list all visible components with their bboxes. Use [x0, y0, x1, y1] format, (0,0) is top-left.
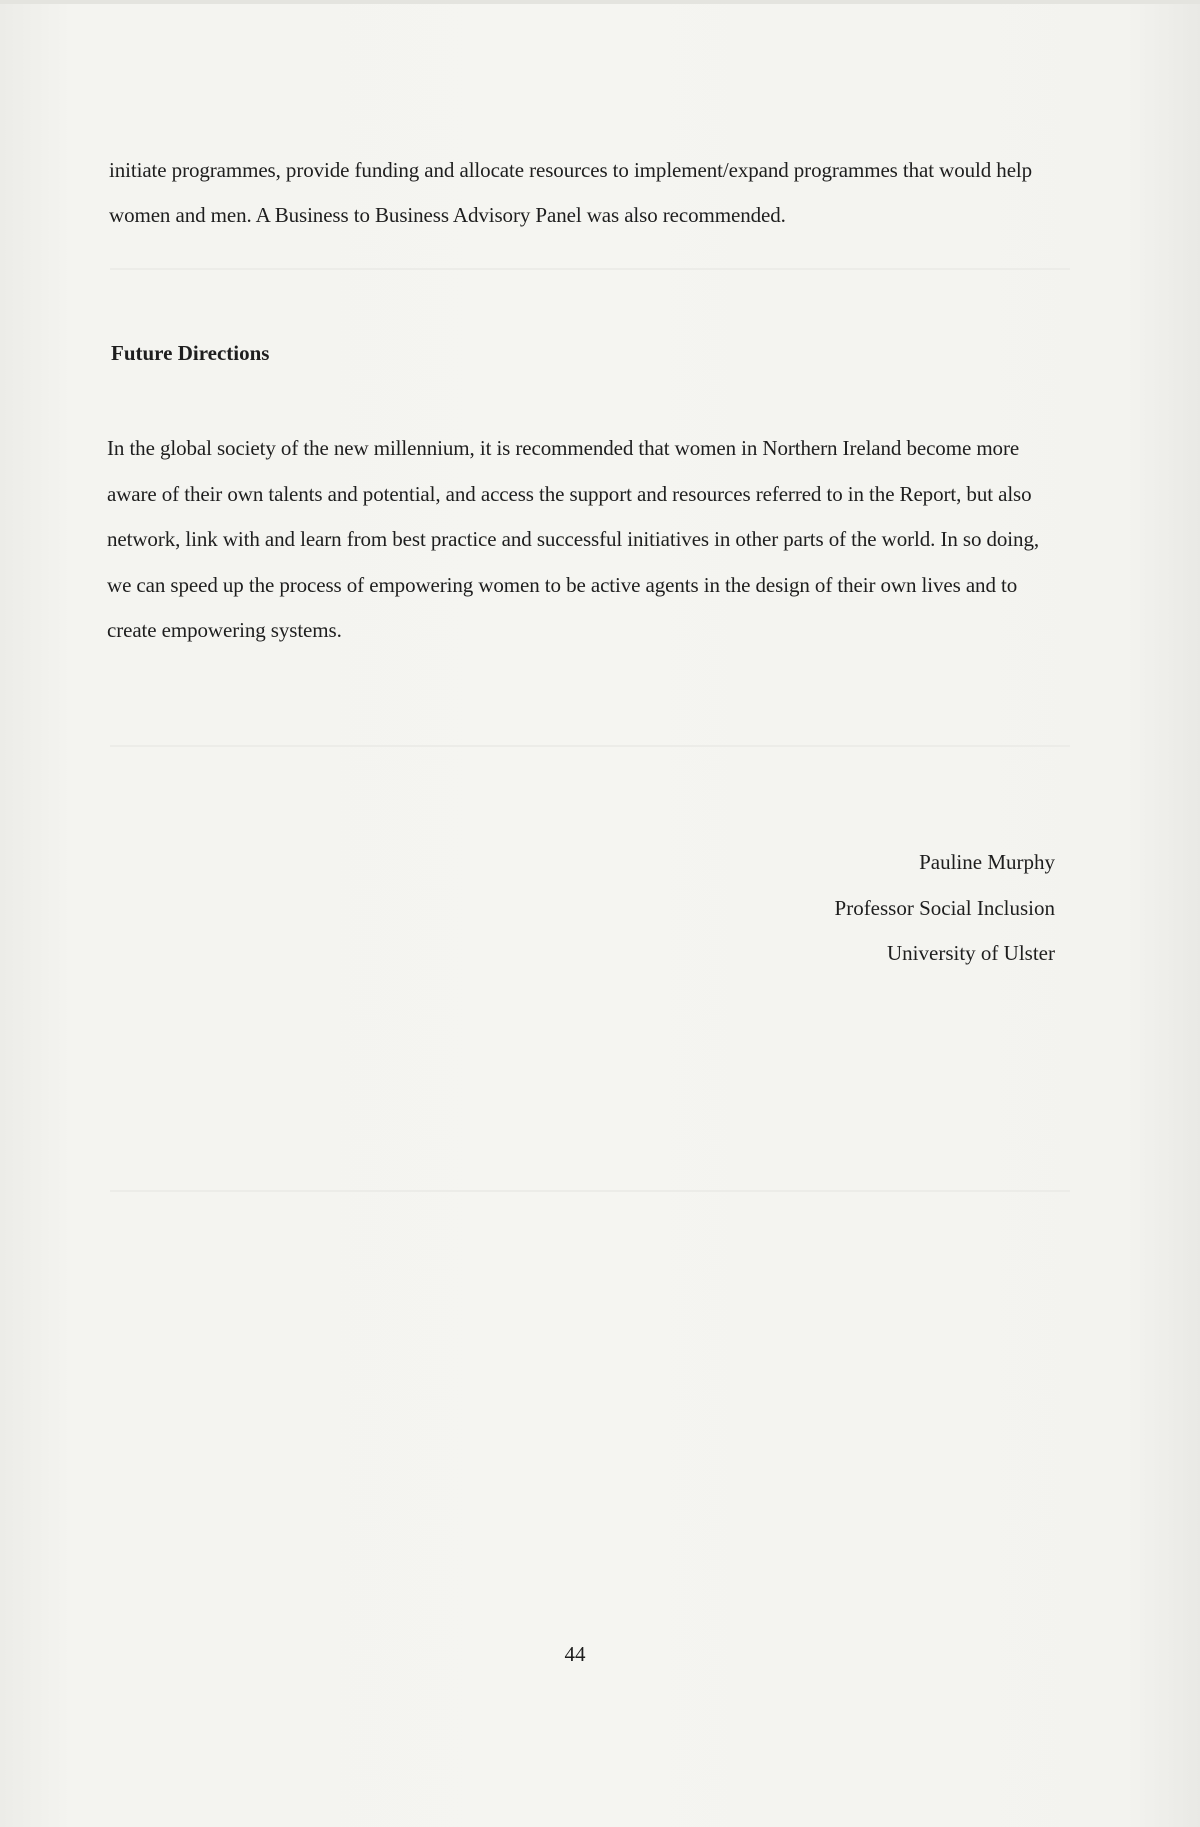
intro-block [109, 148, 1059, 238]
page-number: 44 [564, 1642, 586, 1666]
signature-block [835, 840, 1055, 977]
signature-name: Pauline Murphy [919, 850, 1055, 874]
show-through-line [110, 268, 1070, 270]
section-heading: Future Directions [111, 341, 270, 365]
signature-title: Professor Social Inclusion [834, 895, 1055, 920]
section-paragraph: In the global society of the new millennium, it is recommended that women in Northern Ireland become more aware of their own talents and potential, and access the support and resources referred to in the Report, but also network, link with and learn from best practice and successful initiatives in other parts of the world. In so doing, we can speed up the process of empowering women to be active agents in the design of their own lives and to create empowering systems. [107, 436, 1039, 642]
show-through-line [110, 1190, 1070, 1192]
signature-institution: University of Ulster [887, 941, 1055, 965]
show-through-line [110, 745, 1070, 747]
intro-paragraph: initiate programmes, provide funding and allocate resources to implement/expand programmes that would help women and men. A Business to Business Advisory Panel was also recommended. [109, 158, 1033, 227]
